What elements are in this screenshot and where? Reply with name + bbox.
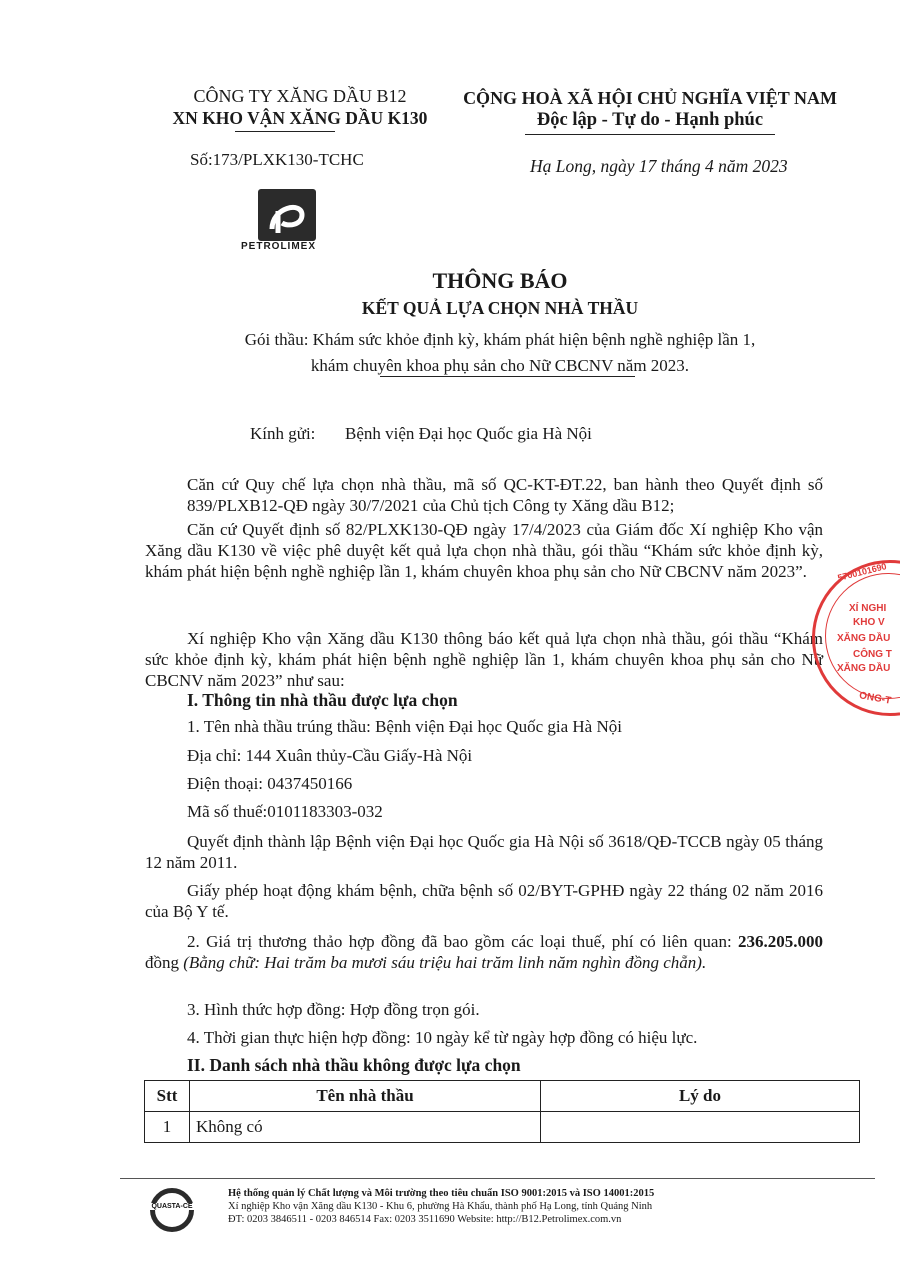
table-row xyxy=(145,1112,860,1143)
nation-title: CỘNG HOÀ XÃ HỘI CHỦ NGHĨA VIỆT NAM xyxy=(463,88,837,108)
stamp-line-3: XĂNG DẦU xyxy=(837,633,891,644)
motto-underline xyxy=(525,134,775,135)
stamp-line-4: CÔNG T xyxy=(853,649,892,660)
winner-phone: Điện thoại: 0437450166 xyxy=(187,774,353,793)
winner-tax-code: Mã số thuế:0101183303-032 xyxy=(187,802,383,821)
unit-name: XN KHO VẬN XĂNG DẦU K130 xyxy=(172,108,428,128)
stamp-line-1: XÍ NGHI xyxy=(849,603,887,614)
footer-address-line: Xí nghiệp Kho vận Xăng dầu K130 - Khu 6, phường Hà Khẩu, thành phố Hạ Long, tỉnh Quảng Ninh xyxy=(228,1201,653,1212)
contract-value xyxy=(145,931,823,973)
title-underline xyxy=(380,376,635,377)
stamp-inner-ring xyxy=(825,573,900,699)
company-stamp xyxy=(812,560,900,716)
section-2-heading: II. Danh sách nhà thầu không được lựa chọn xyxy=(187,1055,521,1075)
package-line-1: Gói thầu: Khám sức khỏe định kỳ, khám phát hiện bệnh nghề nghiệp lần 1, xyxy=(244,330,756,349)
footer-divider xyxy=(120,1178,875,1179)
recipient-name: Bệnh viện Đại học Quốc gia Hà Nội xyxy=(345,424,592,443)
contract-value-unit: đồng xyxy=(145,953,184,972)
quasta-logo xyxy=(150,1188,194,1232)
package-line-2: khám chuyên khoa phụ sản cho Nữ CBCNV năm 2023. xyxy=(310,356,690,375)
cell-bidder: Không có xyxy=(190,1112,541,1143)
petrolimex-logo xyxy=(258,189,316,241)
contract-value-prefix: 2. Giá trị thương thảo hợp đồng đã bao gồm các loại thuế, phí có liên quan: xyxy=(187,932,732,951)
winner-name: 1. Tên nhà thầu trúng thầu: Bệnh viện Đại học Quốc gia Hà Nội xyxy=(187,717,622,736)
stamp-line-2: KHO V xyxy=(853,617,885,628)
place-date: Hạ Long, ngày 17 tháng 4 năm 2023 xyxy=(530,156,788,176)
petrolimex-logo-icon xyxy=(258,189,316,241)
rejected-bidders-table xyxy=(144,1080,860,1143)
cell-reason xyxy=(541,1112,860,1143)
contract-type: 3. Hình thức hợp đồng: Hợp đồng trọn gói. xyxy=(187,1000,480,1019)
column-header-reason: Lý do xyxy=(541,1081,860,1112)
table-header-row xyxy=(145,1081,860,1112)
operating-license: Giấy phép hoạt động khám bệnh, chữa bệnh số 02/BYT-GPHĐ ngày 22 tháng 02 năm 2016 của Bộ Y tế. xyxy=(145,881,823,921)
recipient-label: Kính gửi: xyxy=(250,424,316,443)
unit-underline xyxy=(235,131,335,132)
document-number: Số:173/PLXK130-TCHC xyxy=(190,150,364,169)
contract-value-words: (Bằng chữ: Hai trăm ba mươi sáu triệu hai trăm linh năm nghìn đồng chẵn). xyxy=(183,953,707,972)
stamp-bottom-text: ONG-T xyxy=(858,690,892,707)
logo-text: PETROLIMEX xyxy=(241,241,317,252)
national-motto: Độc lập - Tự do - Hạnh phúc xyxy=(536,110,764,130)
company-name: CÔNG TY XĂNG DẦU B12 xyxy=(193,86,407,106)
stamp-number: 5700101690 xyxy=(836,561,888,583)
paragraph-announcement: Xí nghiệp Kho vận Xăng dầu K130 thông báo kết quả lựa chọn nhà thầu, gói thầu “Khám sức khỏe định kỳ, khám phát hiện bệnh nghề nghiệp lần 1, khám chuyên khoa phụ sản cho Nữ CBCNV năm 2023” như sau: xyxy=(145,629,823,690)
contract-duration: 4. Thời gian thực hiện hợp đồng: 10 ngày kể từ ngày hợp đồng có hiệu lực. xyxy=(187,1028,698,1047)
paragraph-legal-basis-2: Căn cứ Quyết định số 82/PLXK130-QĐ ngày 17/4/2023 của Giám đốc Xí nghiệp Kho vận Xăng dầu K130 về việc phê duyệt kết quả lựa chọn nhà thầu, gói thầu “Khám sức khỏe định kỳ, khám phát hiện bệnh nghề nghiệp lần 1, khám chuyên khoa phụ sản cho Nữ CBCNV năm 2023”. xyxy=(145,520,823,581)
footer-iso-line: Hệ thống quản lý Chất lượng và Môi trường theo tiêu chuẩn ISO 9001:2015 và ISO 14001:2015 xyxy=(228,1188,655,1199)
footer-contact-line: ĐT: 0203 3846511 - 0203 846514 Fax: 0203 3511690 Website: http://B12.Petrolimex.com.vn xyxy=(228,1214,622,1225)
column-header-stt: Stt xyxy=(145,1081,190,1112)
section-1-heading: I. Thông tin nhà thầu được lựa chọn xyxy=(187,690,458,710)
paragraph-legal-basis-1: Căn cứ Quy chế lựa chọn nhà thầu, mã số QC-KT-ĐT.22, ban hành theo Quyết định số 839/PLXB12-QĐ ngày 30/7/2021 của Chủ tịch Công ty Xăng dầu B12; xyxy=(187,475,823,515)
document-subtitle: KẾT QUẢ LỰA CHỌN NHÀ THẦU xyxy=(361,298,639,318)
quasta-logo-label: QUASTA-CE xyxy=(140,1203,204,1210)
column-header-bidder: Tên nhà thầu xyxy=(190,1081,541,1112)
stamp-line-5: XĂNG DẦU xyxy=(837,663,891,674)
winner-address: Địa chỉ: 144 Xuân thủy-Cầu Giấy-Hà Nội xyxy=(187,746,473,765)
cell-stt: 1 xyxy=(145,1112,190,1143)
document-title: THÔNG BÁO xyxy=(432,268,568,293)
establishment-decision: Quyết định thành lập Bệnh viện Đại học Quốc gia Hà Nội số 3618/QĐ-TCCB ngày 05 tháng 12 năm 2011. xyxy=(145,832,823,872)
contract-value-amount: 236.205.000 xyxy=(738,932,824,951)
